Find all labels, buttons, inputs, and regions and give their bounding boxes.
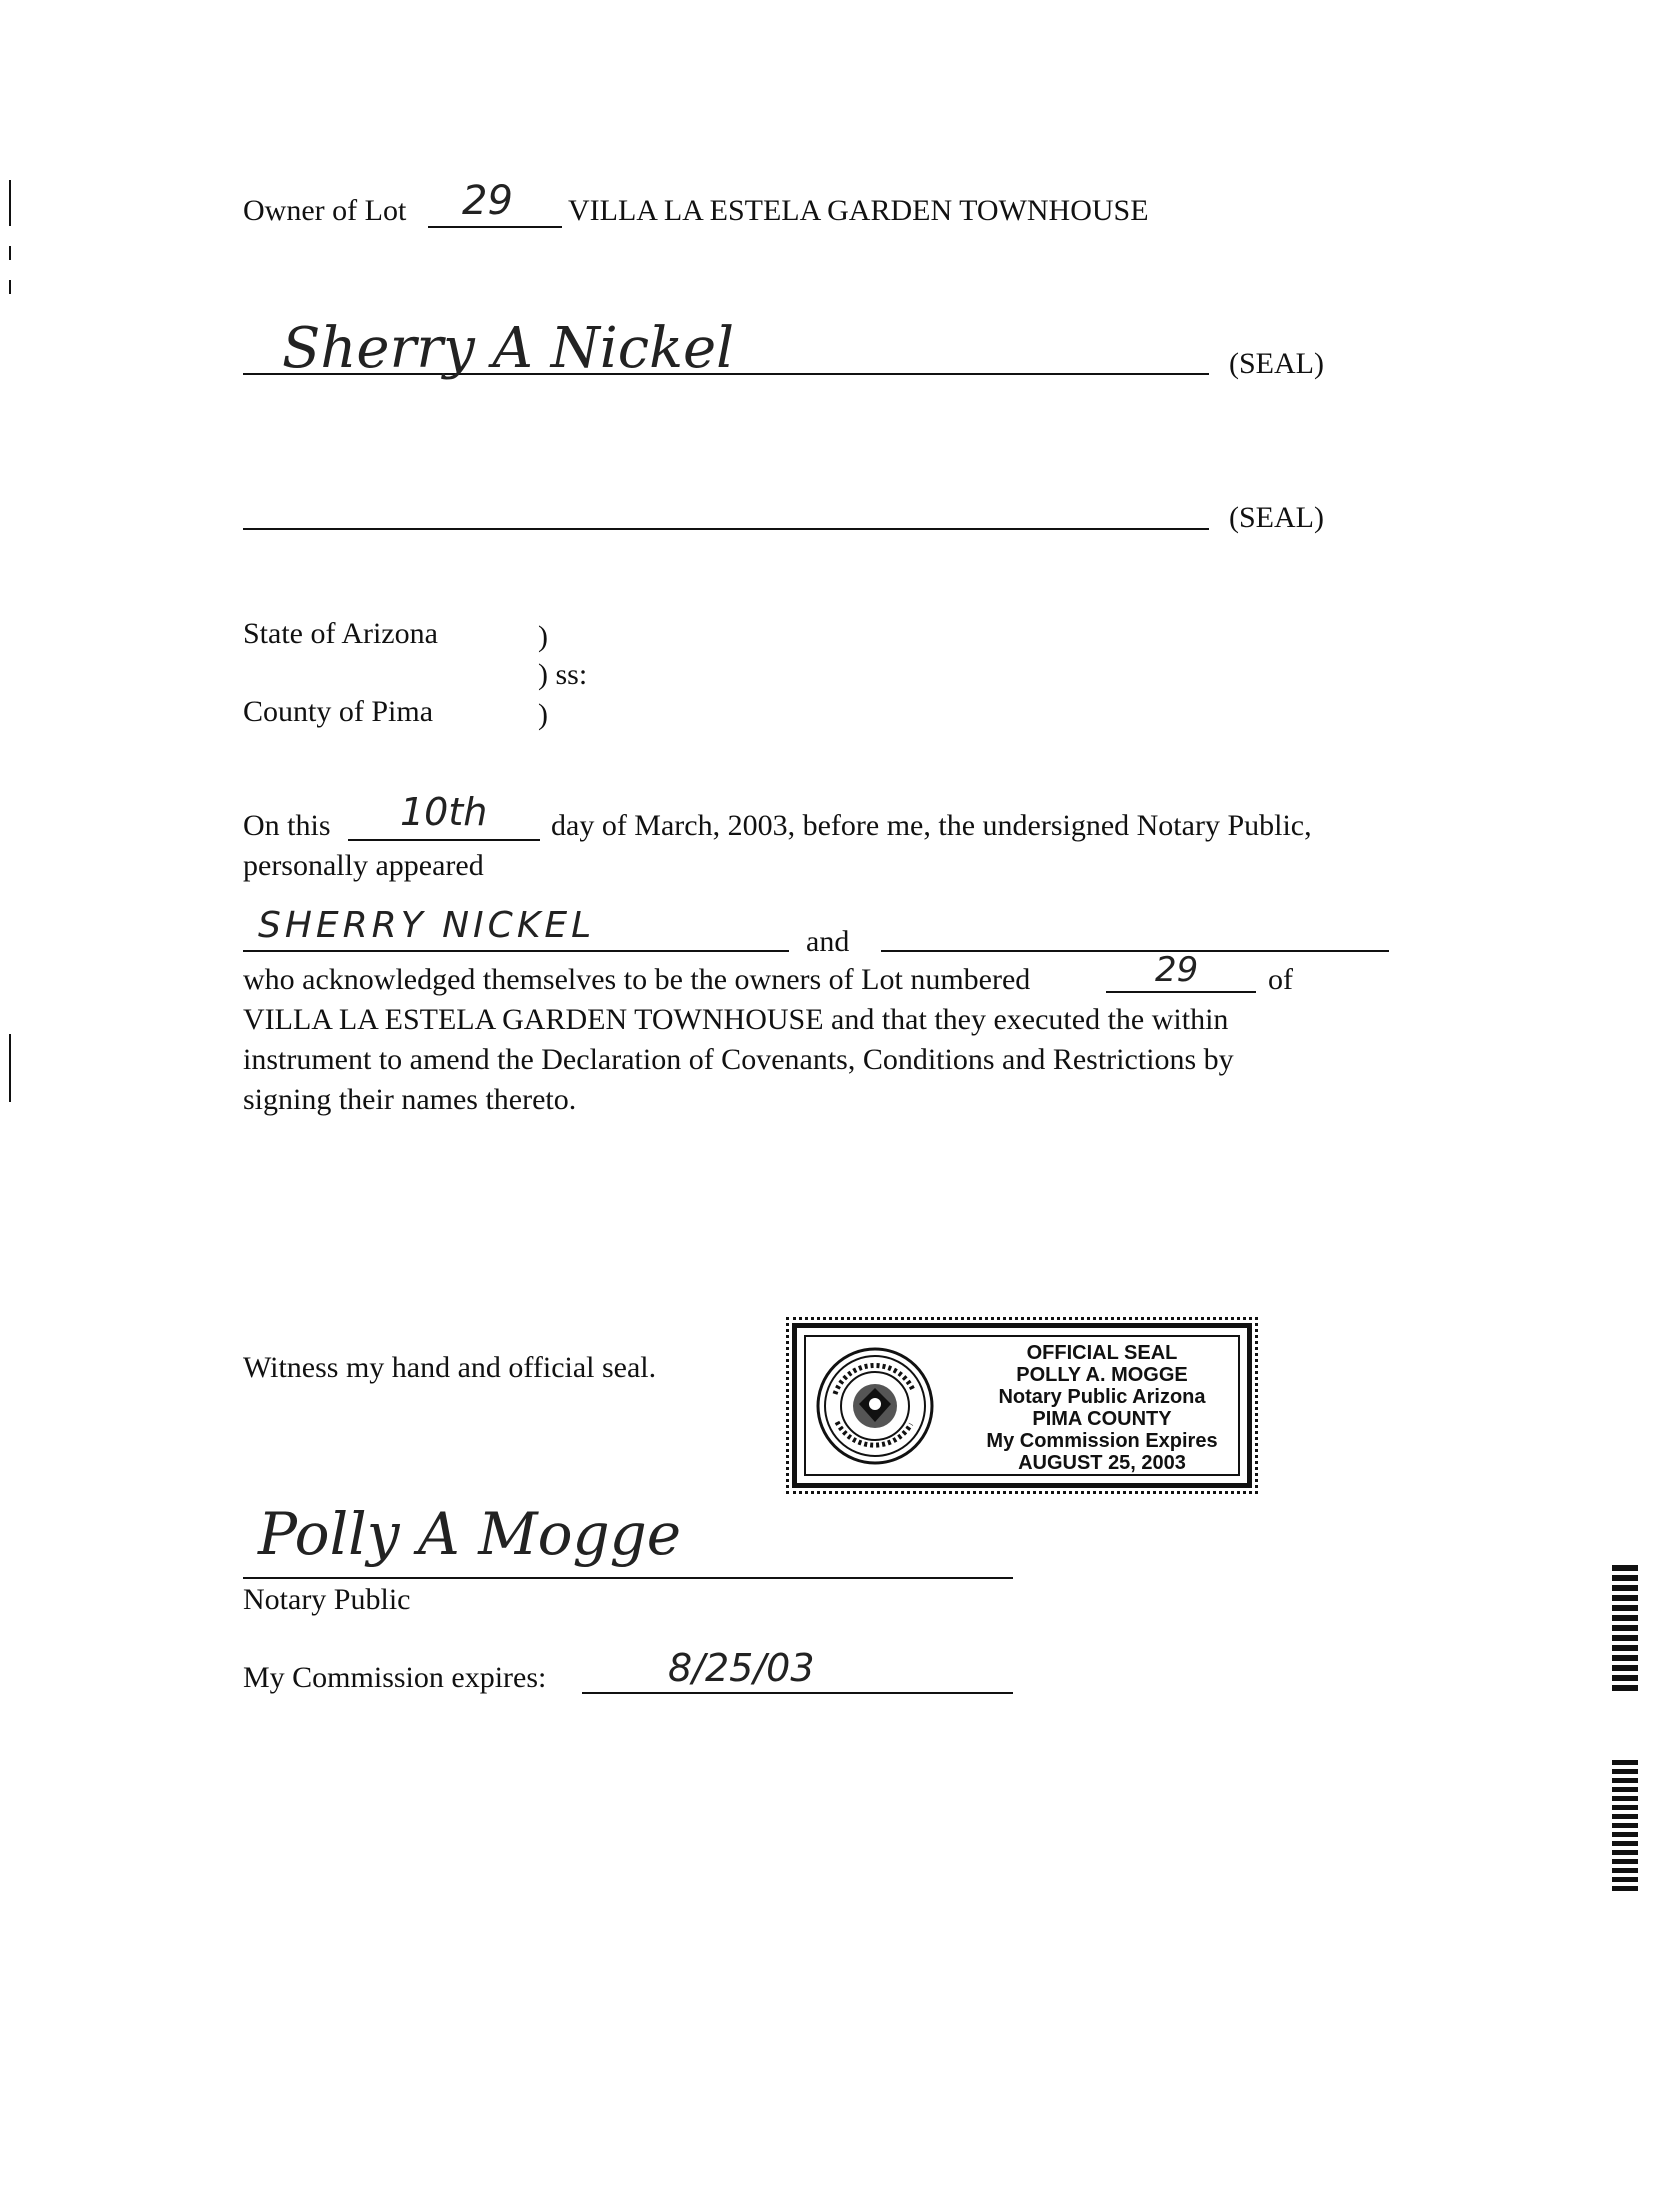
county-label: County of Pima: [243, 695, 434, 728]
day-handwritten: 10th: [400, 790, 488, 834]
lot-number-line: [428, 226, 562, 228]
seal-line-4: PIMA COUNTY: [1032, 1408, 1172, 1430]
day-line: [348, 839, 540, 841]
seal-perforated-edge: [786, 1317, 1258, 1494]
seal-label-1: (SEAL): [1229, 347, 1324, 380]
witness-text: Witness my hand and official seal.: [243, 1351, 657, 1384]
barcode-mark: [1612, 1760, 1638, 1892]
ack-paragraph-line-2: instrument to amend the Declaration of Covenants, Conditions and Restrictions by: [243, 1043, 1234, 1076]
margin-mark: [9, 180, 11, 226]
venue-paren-3: ): [538, 698, 548, 731]
margin-mark: [9, 280, 11, 294]
owner-lot-prefix: Owner of Lot: [243, 194, 407, 227]
ack-paragraph-line-3: signing their names thereto.: [243, 1083, 577, 1116]
personally-appeared: personally appeared: [243, 849, 484, 882]
seal-line-1: OFFICIAL SEAL: [1026, 1342, 1178, 1364]
ack-paragraph-line-1: VILLA LA ESTELA GARDEN TOWNHOUSE and that they executed the within: [243, 1003, 1229, 1036]
commission-expires-label: My Commission expires:: [243, 1661, 547, 1694]
margin-mark: [9, 246, 11, 260]
owner-signature-line-2: [243, 528, 1209, 530]
on-this-label: On this: [243, 809, 331, 842]
state-label: State of Arizona: [243, 617, 438, 650]
lot-numbered-handwritten: 29: [1155, 950, 1199, 990]
seal-line-3: Notary Public Arizona: [998, 1386, 1206, 1408]
venue-paren-ss: ) ss:: [538, 658, 588, 691]
seal-line-2: POLLY A. MOGGE: [1016, 1364, 1188, 1386]
commission-date-handwritten: 8/25/03: [668, 1646, 815, 1690]
appeared-name-handwritten: SHERRY NICKEL: [258, 905, 596, 946]
appeared-name-line-1: [243, 950, 789, 952]
seal-label-2: (SEAL): [1229, 501, 1324, 534]
notary-public-label: Notary Public: [243, 1583, 411, 1616]
owners-text: who acknowledged themselves to be the owners of Lot numbered: [243, 963, 1031, 996]
date-text: day of March, 2003, before me, the undersigned Notary Public,: [551, 809, 1312, 842]
project-name: VILLA LA ESTELA GARDEN TOWNHOUSE: [568, 194, 1149, 227]
venue-paren-1: ): [538, 620, 548, 653]
seal-line-6: AUGUST 25, 2003: [1018, 1452, 1186, 1474]
notary-signature-line: [243, 1577, 1013, 1579]
lot-number-handwritten: 29: [462, 178, 513, 224]
barcode-mark: [1612, 1565, 1638, 1693]
commission-date-line: [582, 1692, 1013, 1694]
and-label: and: [806, 925, 850, 958]
lot-numbered-line: [1106, 991, 1256, 993]
notary-signature: Polly A Mogge: [258, 1500, 682, 1568]
of-label: of: [1268, 963, 1293, 996]
appeared-name-line-2: [881, 950, 1389, 952]
margin-mark: [9, 1034, 11, 1102]
seal-line-5: My Commission Expires: [986, 1430, 1218, 1452]
owner-signature: Sherry A Nickel: [282, 316, 735, 381]
